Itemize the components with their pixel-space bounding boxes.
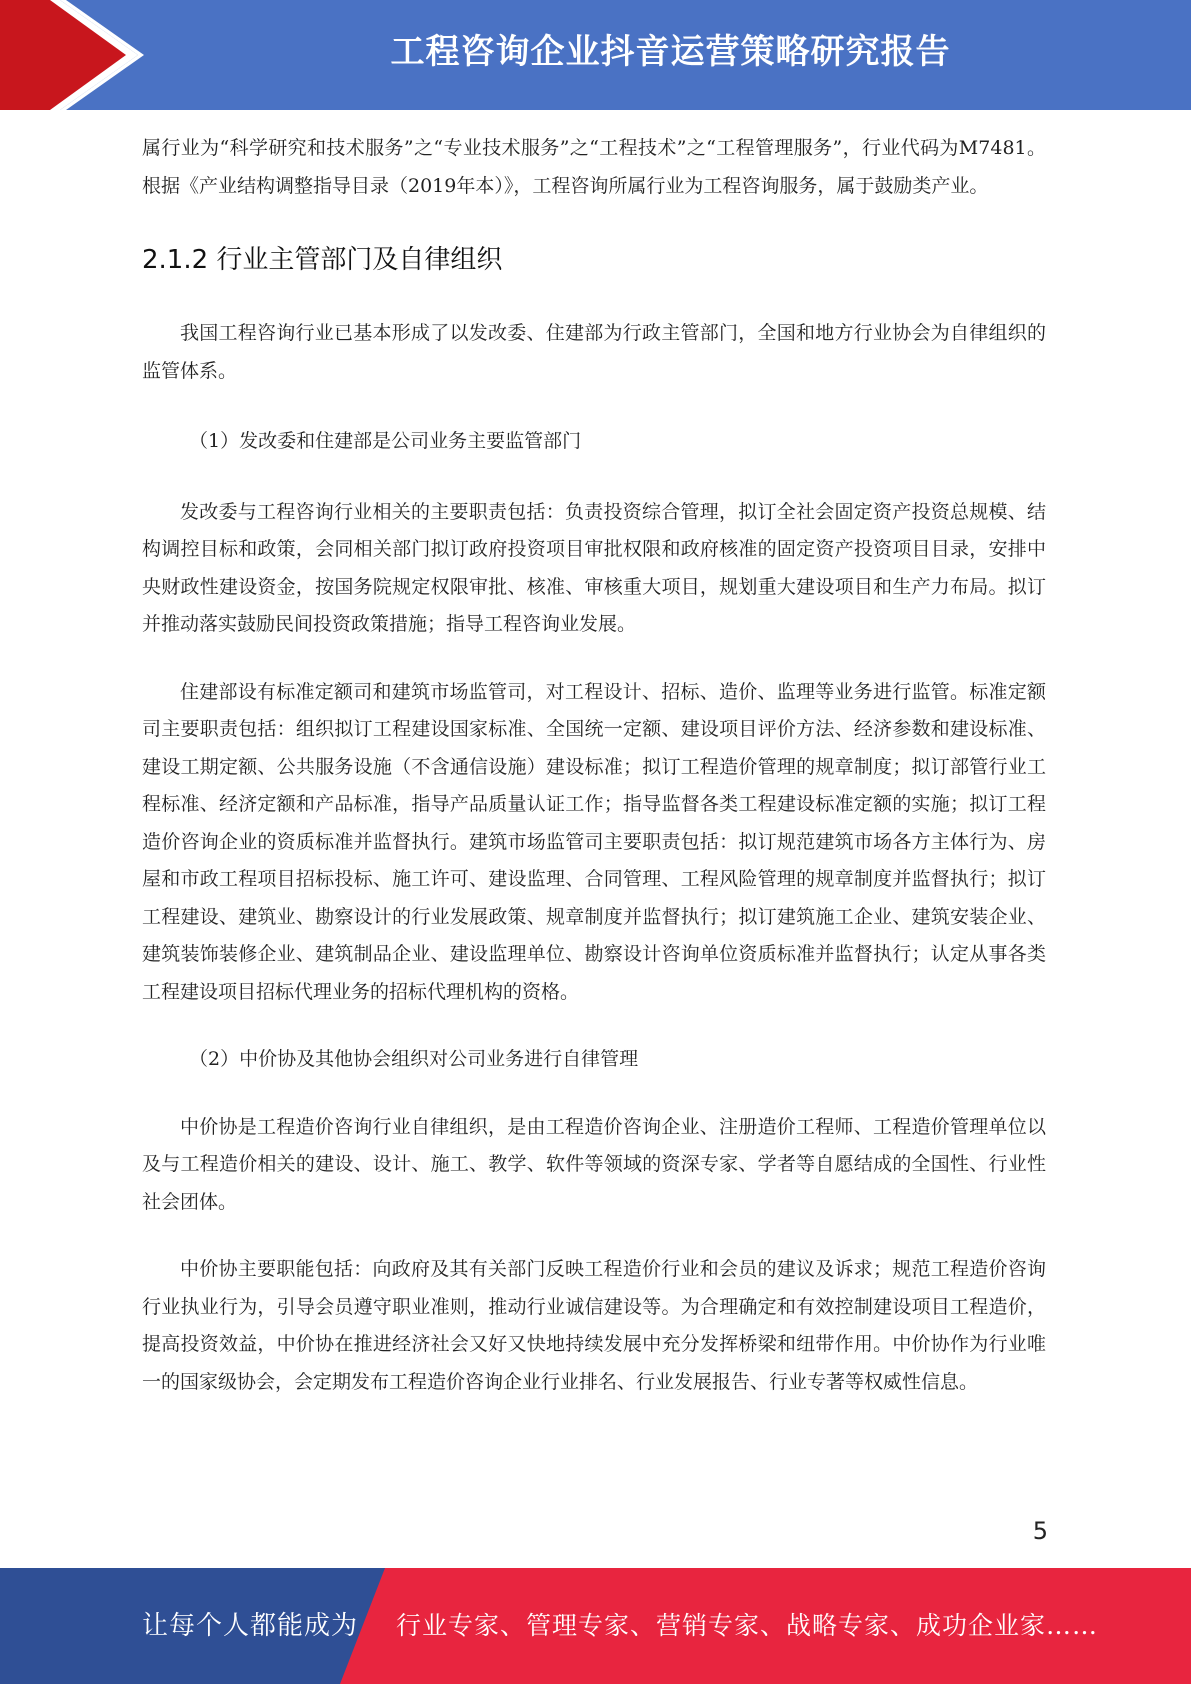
page-footer xyxy=(0,1568,1191,1684)
footer-slogan-right: 行业专家、管理专家、营销专家、战略专家、成功企业家…… xyxy=(396,1611,1099,1640)
section-heading: 2.1.2 行业主管部门及自律组织 xyxy=(142,245,503,275)
footer-slogan-left: 让每个人都能成为 xyxy=(142,1611,359,1641)
page-header xyxy=(0,0,1191,110)
ndrc-paragraph: 发改委与工程咨询行业相关的主要职责包括：负责投资综合管理，拟订全社会固定资产投资总规模、结构调控目标和政策，会同相关部门拟订政府投资项目审批权限和政府核准的固定资产投资项目目录，安排中央财政性建设资金，按国务院规定权限审批、核准、审核重大项目，规划重大建设项目和生产力布局。拟订并推动落实鼓励民间投资政策措施；指导工程咨询业发展。 xyxy=(142,500,1046,635)
subheading-associations: （2）中价协及其他协会组织对公司业务进行自律管理 xyxy=(189,1048,639,1070)
red-chevron-arrow-icon xyxy=(0,0,150,110)
page-number: 5 xyxy=(1032,1517,1048,1545)
intro-paragraph: 属行业为“科学研究和技术服务”之“专业技术服务”之“工程技术”之“工程管理服务”，行业代码为M7481。根据《产业结构调整指导目录（2019年本）》，工程咨询所属行业为工程咨询服务，属于鼓励类产业。 xyxy=(142,137,1046,197)
ccea-paragraph-1: 中价协是工程造价咨询行业自律组织，是由工程造价咨询企业、注册造价工程师、工程造价管理单位以及与工程造价相关的建设、设计、施工、教学、软件等领域的资深专家、学者等自愿结成的全国性、行业性社会团体。 xyxy=(142,1115,1046,1213)
subheading-ndrc-mohurd: （1）发改委和住建部是公司业务主要监管部门 xyxy=(189,430,582,452)
overview-paragraph: 我国工程咨询行业已基本形成了以发改委、住建部为行政主管部门，全国和地方行业协会为自律组织的监管体系。 xyxy=(142,322,1046,382)
mohurd-paragraph: 住建部设有标准定额司和建筑市场监管司，对工程设计、招标、造价、监理等业务进行监管。标准定额司主要职责包括：组织拟订工程建设国家标准、全国统一定额、建设项目评价方法、经济参数和建设标准、建设工期定额、公共服务设施（不含通信设施）建设标准；拟订工程造价管理的规章制度；拟订部管行业工程标准、经济定额和产品标准，指导产品质量认证工作；指导监督各类工程建设标准定额的实施；拟订工程造价咨询企业的资质标准并监督执行。建筑市场监管司主要职责包括：拟订规范建筑市场各方主体行为、房屋和市政工程项目招标投标、施工许可、建设监理、合同管理、工程风险管理的规章制度并监督执行；拟订工程建设、建筑业、勘察设计的行业发展政策、规章制度并监督执行；拟订建筑施工企业、建筑安装企业、建筑装饰装修企业、建筑制品企业、建设监理单位、勘察设计咨询单位资质标准并监督执行；认定从事各类工程建设项目招标代理业务的招标代理机构的资格。 xyxy=(142,680,1046,1003)
report-title: 工程咨询企业抖音运营策略研究报告 xyxy=(390,32,951,72)
ccea-paragraph-2: 中价协主要职能包括：向政府及其有关部门反映工程造价行业和会员的建议及诉求；规范工程造价咨询行业执业行为，引导会员遵守职业准则，推动行业诚信建设等。为合理确定和有效控制建设项目工程造价，提高投资效益，中价协在推进经济社会又好又快地持续发展中充分发挥桥梁和纽带作用。中价协作为行业唯一的国家级协会，会定期发布工程造价咨询企业行业排名、行业发展报告、行业专著等权威性信息。 xyxy=(142,1258,1046,1393)
document-body xyxy=(142,130,1046,1401)
